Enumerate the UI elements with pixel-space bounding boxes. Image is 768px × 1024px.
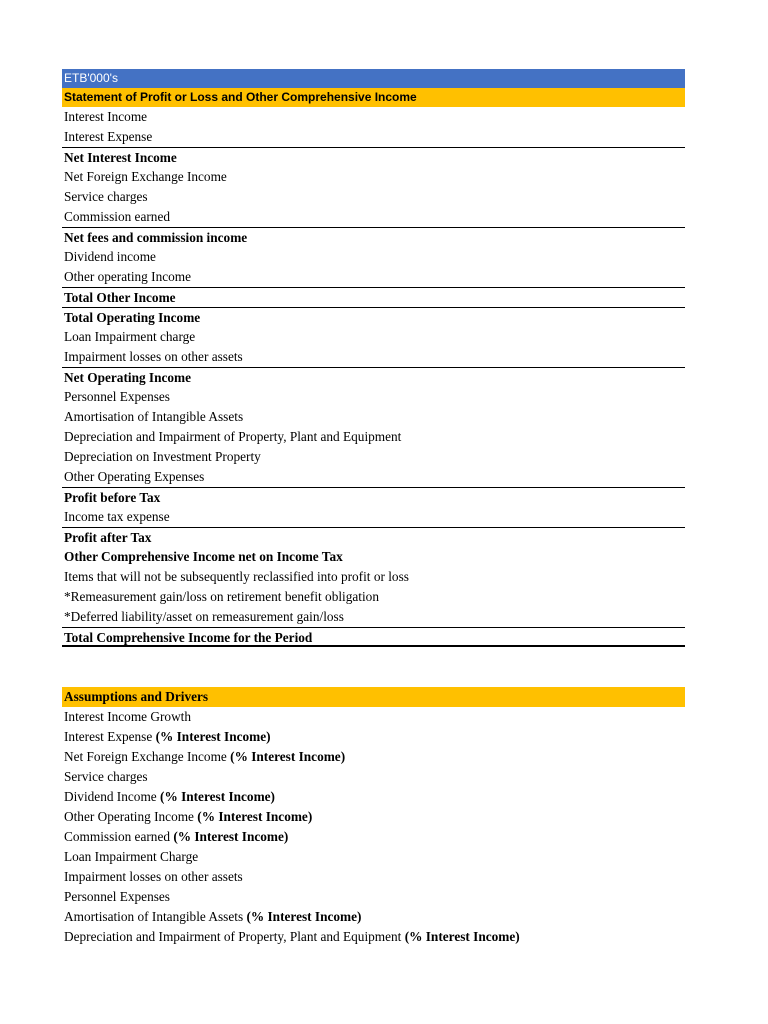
statement-row[interactable]: *Deferred liability/asset on remeasurement gain/loss <box>64 609 344 624</box>
statement-row[interactable]: Impairment losses on other assets <box>64 349 243 364</box>
assumption-label: Interest Expense <box>64 729 156 744</box>
statement-row[interactable]: Personnel Expenses <box>64 389 170 404</box>
assumption-row[interactable] <box>62 787 685 807</box>
statement-row[interactable]: Total Comprehensive Income for the Period <box>62 627 685 647</box>
currency-header[interactable]: ETB'000's <box>62 69 685 88</box>
assumption-row[interactable] <box>62 927 685 947</box>
spacer <box>62 647 685 687</box>
assumption-row[interactable] <box>62 747 685 767</box>
assumption-suffix: (% Interest Income) <box>246 909 362 924</box>
assumption-suffix: (% Interest Income) <box>197 809 313 824</box>
statement-row[interactable]: Total Other Income <box>62 287 685 307</box>
statement-row[interactable]: Dividend income <box>64 249 156 264</box>
statement-rows <box>62 107 685 647</box>
statement-row[interactable]: Loan Impairment charge <box>64 329 196 344</box>
assumption-label: Interest Income Growth <box>64 709 192 724</box>
statement-row[interactable]: Other Operating Expenses <box>64 469 205 484</box>
assumption-suffix: (% Interest Income) <box>160 789 275 804</box>
statement-row[interactable]: Net Operating Income <box>62 367 685 387</box>
assumption-row[interactable] <box>62 767 685 787</box>
statement-row[interactable]: Income tax expense <box>64 509 170 524</box>
assumption-row[interactable] <box>62 727 685 747</box>
assumption-suffix: (% Interest Income) <box>173 829 289 844</box>
assumption-label: Commission earned <box>64 829 174 844</box>
statement-row[interactable]: Service charges <box>64 189 148 204</box>
assumption-label: Loan Impairment Charge <box>64 849 199 864</box>
assumption-suffix: (% Interest Income) <box>404 929 520 944</box>
assumption-label: Depreciation and Impairment of Property, Plant and Equipment <box>64 929 405 944</box>
statement-title[interactable]: Statement of Profit or Loss and Other Comprehensive Income <box>62 88 685 107</box>
assumption-label: Personnel Expenses <box>64 889 170 904</box>
assumption-label: Impairment losses on other assets <box>64 869 243 884</box>
assumption-row[interactable] <box>62 807 685 827</box>
assumption-row[interactable] <box>62 867 685 887</box>
statement-row[interactable]: Other operating Income <box>64 269 192 284</box>
assumption-suffix: (% Interest Income) <box>155 729 271 744</box>
assumption-label: Net Foreign Exchange Income <box>64 749 231 764</box>
statement-row[interactable]: Net fees and commission income <box>62 227 685 247</box>
assumption-row[interactable] <box>62 827 685 847</box>
assumption-suffix: (% Interest Income) <box>230 749 346 764</box>
statement-row[interactable]: Items that will not be subsequently reclassified into profit or loss <box>64 569 409 584</box>
statement-row[interactable]: Commission earned <box>64 209 170 224</box>
statement-row[interactable]: Depreciation on Investment Property <box>64 449 261 464</box>
assumption-rows <box>62 707 685 947</box>
statement-row[interactable]: Total Operating Income <box>62 307 685 327</box>
statement-row[interactable]: Amortisation of Intangible Assets <box>64 409 244 424</box>
statement-row[interactable]: Depreciation and Impairment of Property, Plant and Equipment <box>64 429 402 444</box>
statement-row[interactable]: Net Interest Income <box>62 147 685 167</box>
statement-row[interactable]: *Remeasurement gain/loss on retirement benefit obligation <box>64 589 379 604</box>
assumption-row[interactable] <box>62 887 685 907</box>
assumption-label: Service charges <box>64 769 148 784</box>
assumption-row[interactable] <box>62 707 685 727</box>
assumptions-title[interactable]: Assumptions and Drivers <box>62 687 685 707</box>
assumption-row[interactable] <box>62 907 685 927</box>
assumption-row[interactable] <box>62 847 685 867</box>
statement-row[interactable]: Interest Expense <box>64 129 153 144</box>
assumption-label: Dividend Income <box>64 789 161 804</box>
statement-row[interactable]: Other Comprehensive Income net on Income Tax <box>64 549 343 564</box>
assumption-label: Amortisation of Intangible Assets <box>64 909 247 924</box>
statement-row[interactable]: Interest Income <box>64 109 148 124</box>
assumption-label: Other Operating Income <box>64 809 198 824</box>
statement-row[interactable]: Net Foreign Exchange Income <box>64 169 227 184</box>
spreadsheet <box>62 69 685 947</box>
statement-row[interactable]: Profit before Tax <box>62 487 685 507</box>
statement-row[interactable]: Profit after Tax <box>62 527 685 547</box>
